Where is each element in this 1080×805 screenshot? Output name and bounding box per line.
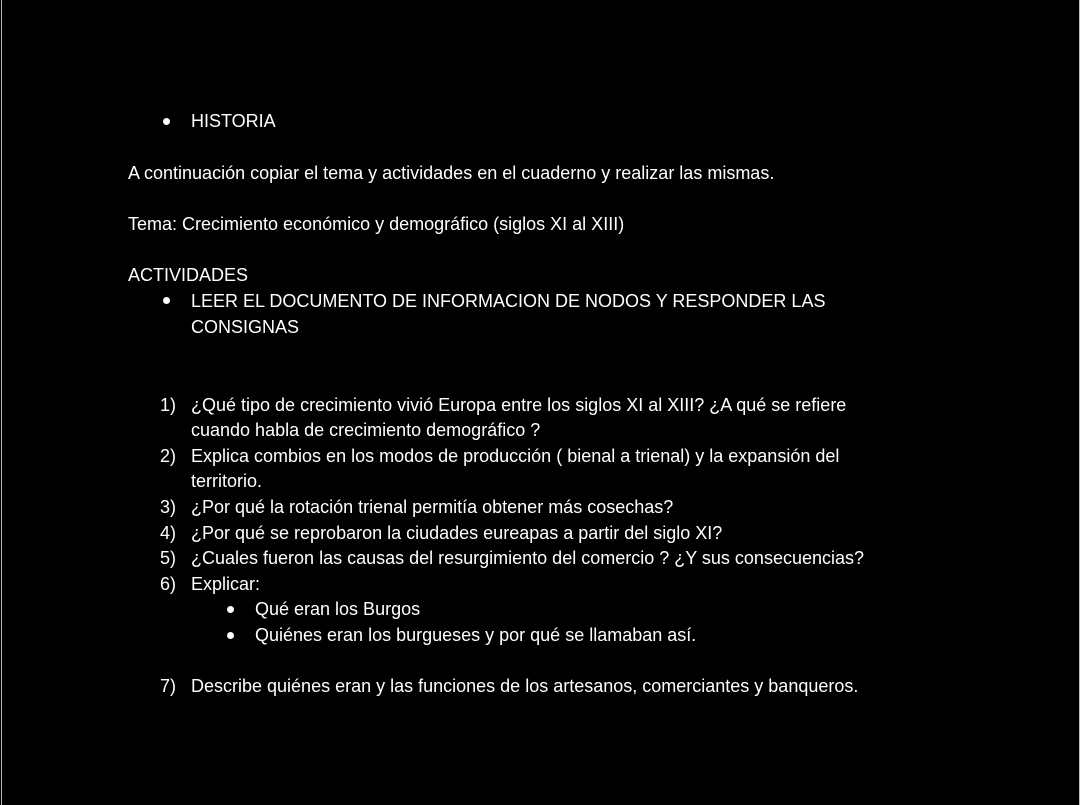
document-page <box>1 0 1080 805</box>
activities-heading: ACTIVIDADES <box>128 265 249 285</box>
tema-text: Tema: Crecimiento económico y demográfico (siglos XI al XIII) <box>128 214 625 234</box>
question-text: ¿Qué tipo de crecimiento vivió Europa entre los siglos XI al XIII? ¿A qué se refiere <box>191 395 847 415</box>
sub-bullet-text: Qué eran los Burgos <box>255 599 421 619</box>
question-number: 5) <box>160 548 177 568</box>
question-text: ¿Cuales fueron las causas del resurgimiento del comercio ? ¿Y sus consecuencias? <box>191 548 865 568</box>
bullet-icon <box>227 606 234 613</box>
question-text: cuando habla de crecimiento demográfico ? <box>191 420 541 440</box>
bullet-icon <box>163 118 170 125</box>
section-title: HISTORIA <box>191 111 276 131</box>
sub-bullet-text: Quiénes eran los burgueses y por qué se llamaban así. <box>255 625 697 645</box>
activities-instruction-line1: LEER EL DOCUMENTO DE INFORMACION DE NODOS Y RESPONDER LAS <box>191 291 826 311</box>
question-text: ¿Por qué se reprobaron la ciudades eureapas a partir del siglo XI? <box>191 523 723 543</box>
intro-text: A continuación copiar el tema y actividades en el cuaderno y realizar las mismas. <box>128 163 775 183</box>
question-text: ¿Por qué la rotación trienal permitía obtener más cosechas? <box>191 497 674 517</box>
question-text: Explica combios en los modos de producción ( bienal a trienal) y la expansión del <box>191 446 840 466</box>
bullet-icon <box>163 297 170 304</box>
question-number: 6) <box>160 574 177 594</box>
question-number: 2) <box>160 446 177 466</box>
activities-instruction-line2: CONSIGNAS <box>191 317 300 337</box>
question-number: 4) <box>160 523 177 543</box>
bullet-icon <box>227 632 234 639</box>
question-number: 7) <box>160 676 177 696</box>
question-text: territorio. <box>191 471 263 491</box>
question-number: 3) <box>160 497 177 517</box>
question-number: 1) <box>160 395 177 415</box>
question-text: Explicar: <box>191 574 261 594</box>
question-text: Describe quiénes eran y las funciones de los artesanos, comerciantes y banqueros. <box>191 676 859 696</box>
